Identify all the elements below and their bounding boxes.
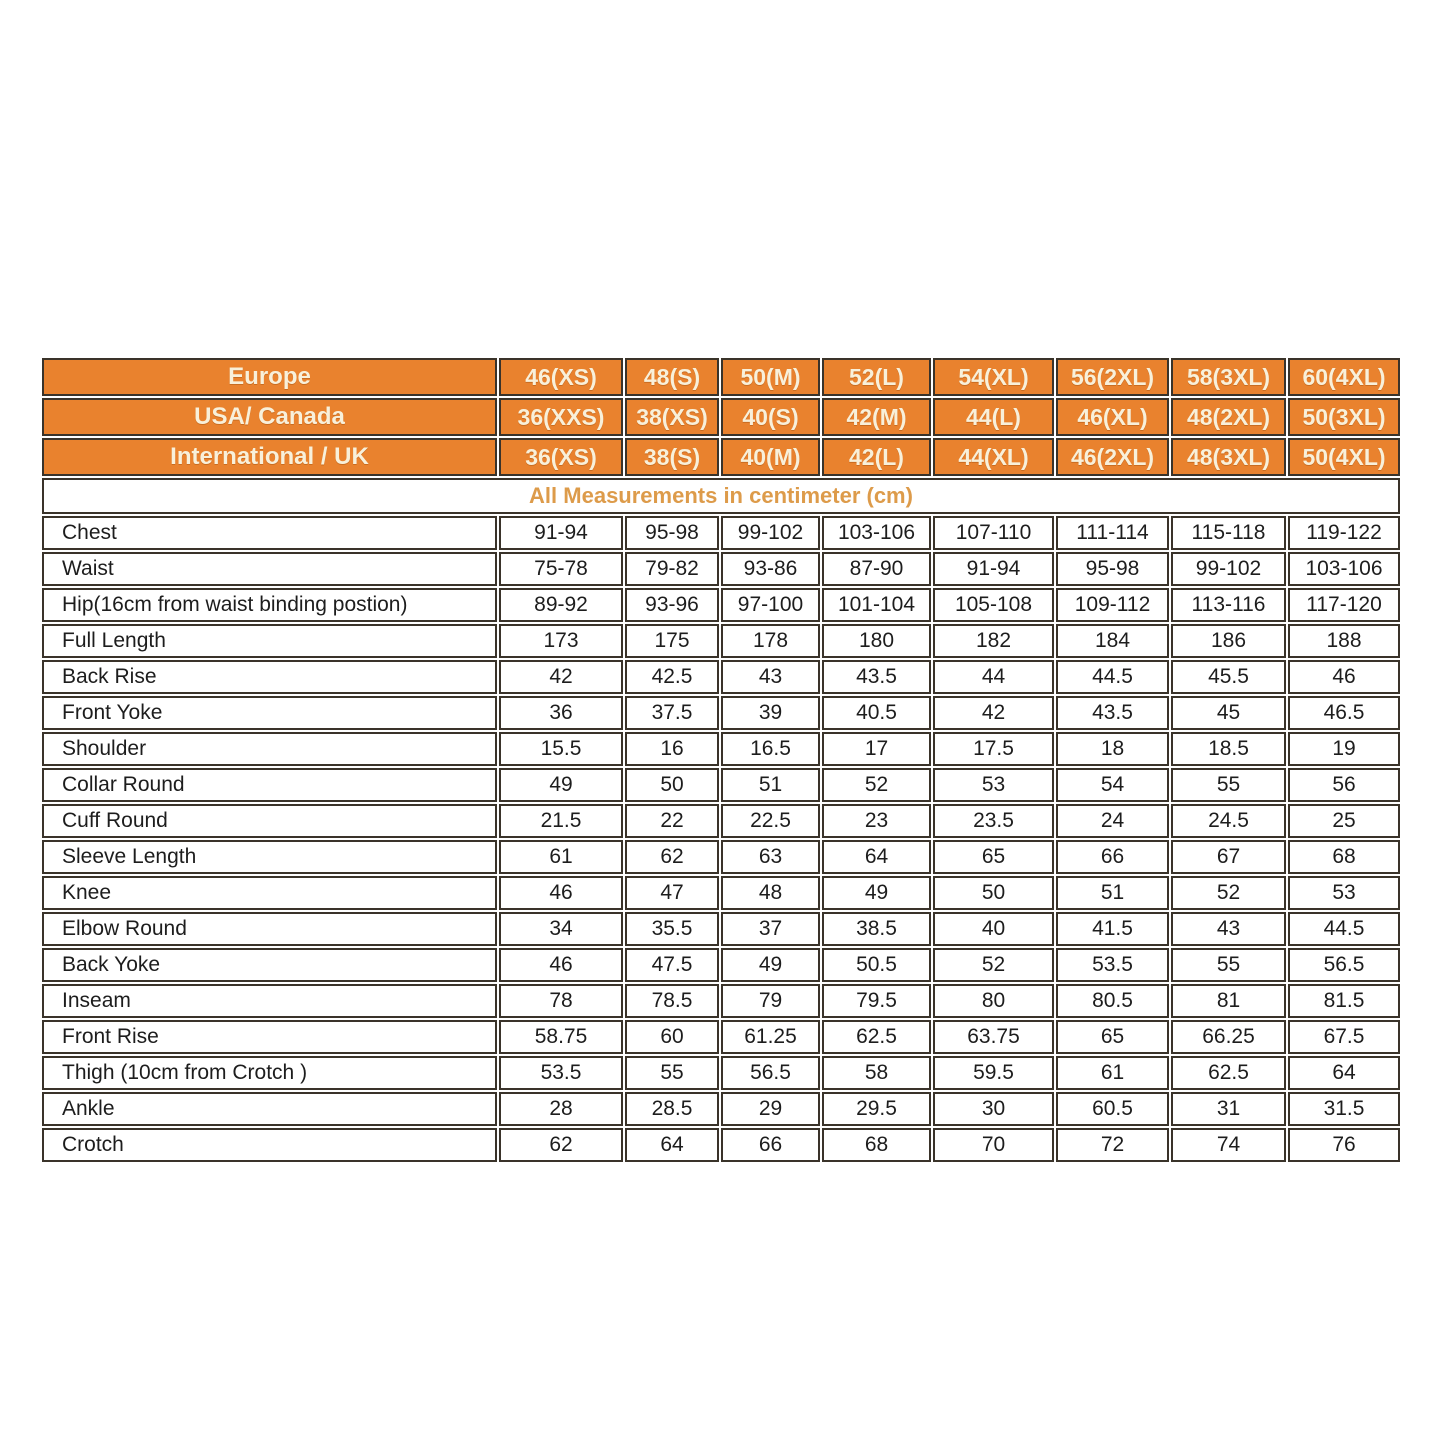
measurement-value-cell: 62	[625, 840, 719, 874]
measurement-value-cell: 53	[1288, 876, 1400, 910]
measurement-value-cell: 18	[1056, 732, 1169, 766]
measurement-value-cell: 68	[822, 1128, 931, 1162]
measurement-value-cell: 80	[933, 984, 1054, 1018]
measurement-label-cell: Shoulder	[42, 732, 497, 766]
measurement-value-cell: 66.25	[1171, 1020, 1286, 1054]
size-cell: 40(S)	[721, 398, 820, 436]
measurement-value-cell: 89-92	[499, 588, 623, 622]
measurement-value-cell: 80.5	[1056, 984, 1169, 1018]
measurement-row	[42, 912, 1400, 946]
measurement-value-cell: 44	[933, 660, 1054, 694]
measurement-value-cell: 79-82	[625, 552, 719, 586]
units-note: All Measurements in centimeter (cm)	[42, 478, 1400, 514]
measurement-value-cell: 45	[1171, 696, 1286, 730]
measurement-value-cell: 56.5	[1288, 948, 1400, 982]
measurement-label-cell: Sleeve Length	[42, 840, 497, 874]
measurement-value-cell: 182	[933, 624, 1054, 658]
measurement-value-cell: 68	[1288, 840, 1400, 874]
measurement-value-cell: 43	[1171, 912, 1286, 946]
measurement-label-cell: Collar Round	[42, 768, 497, 802]
measurement-value-cell: 43.5	[822, 660, 931, 694]
measurement-value-cell: 107-110	[933, 516, 1054, 550]
measurement-value-cell: 55	[1171, 948, 1286, 982]
measurement-value-cell: 39	[721, 696, 820, 730]
size-cell: 46(2XL)	[1056, 438, 1169, 476]
measurement-value-cell: 50.5	[822, 948, 931, 982]
measurement-value-cell: 31	[1171, 1092, 1286, 1126]
measurement-value-cell: 95-98	[625, 516, 719, 550]
measurement-value-cell: 61	[1056, 1056, 1169, 1090]
measurement-row	[42, 768, 1400, 802]
size-header-row	[42, 438, 1400, 476]
size-header-row	[42, 358, 1400, 396]
size-cell: 40(M)	[721, 438, 820, 476]
measurement-value-cell: 23	[822, 804, 931, 838]
measurement-value-cell: 17.5	[933, 732, 1054, 766]
size-cell: 48(3XL)	[1171, 438, 1286, 476]
measurement-value-cell: 64	[1288, 1056, 1400, 1090]
size-cell: 42(L)	[822, 438, 931, 476]
measurement-value-cell: 19	[1288, 732, 1400, 766]
measurement-value-cell: 79.5	[822, 984, 931, 1018]
measurement-value-cell: 22.5	[721, 804, 820, 838]
size-cell: 58(3XL)	[1171, 358, 1286, 396]
size-cell: 46(XS)	[499, 358, 623, 396]
measurement-value-cell: 31.5	[1288, 1092, 1400, 1126]
measurement-value-cell: 17	[822, 732, 931, 766]
measurement-value-cell: 52	[933, 948, 1054, 982]
units-note-row	[42, 478, 1400, 514]
measurement-value-cell: 43	[721, 660, 820, 694]
measurement-value-cell: 99-102	[721, 516, 820, 550]
measurement-value-cell: 54	[1056, 768, 1169, 802]
measurement-value-cell: 180	[822, 624, 931, 658]
measurement-label-cell: Thigh (10cm from Crotch )	[42, 1056, 497, 1090]
measurement-label-cell: Ankle	[42, 1092, 497, 1126]
measurement-value-cell: 15.5	[499, 732, 623, 766]
measurement-row	[42, 552, 1400, 586]
measurement-value-cell: 72	[1056, 1128, 1169, 1162]
region-label-cell: International / UK	[42, 438, 497, 476]
measurement-value-cell: 49	[822, 876, 931, 910]
measurement-value-cell: 34	[499, 912, 623, 946]
measurement-label-cell: Knee	[42, 876, 497, 910]
measurement-row	[42, 516, 1400, 550]
measurement-row	[42, 624, 1400, 658]
measurement-value-cell: 47	[625, 876, 719, 910]
measurement-value-cell: 70	[933, 1128, 1054, 1162]
measurement-value-cell: 188	[1288, 624, 1400, 658]
measurement-value-cell: 37.5	[625, 696, 719, 730]
measurement-value-cell: 47.5	[625, 948, 719, 982]
measurement-value-cell: 52	[1171, 876, 1286, 910]
measurement-value-cell: 44.5	[1288, 912, 1400, 946]
measurement-value-cell: 50	[933, 876, 1054, 910]
measurement-value-cell: 93-86	[721, 552, 820, 586]
size-cell: 48(2XL)	[1171, 398, 1286, 436]
size-cell: 36(XS)	[499, 438, 623, 476]
size-cell: 54(XL)	[933, 358, 1054, 396]
measurement-value-cell: 62.5	[1171, 1056, 1286, 1090]
measurement-value-cell: 117-120	[1288, 588, 1400, 622]
measurement-value-cell: 78.5	[625, 984, 719, 1018]
measurement-label-cell: Elbow Round	[42, 912, 497, 946]
measurement-value-cell: 38.5	[822, 912, 931, 946]
size-cell: 50(M)	[721, 358, 820, 396]
measurement-value-cell: 97-100	[721, 588, 820, 622]
measurement-value-cell: 40.5	[822, 696, 931, 730]
measurement-value-cell: 53.5	[1056, 948, 1169, 982]
measurement-value-cell: 63	[721, 840, 820, 874]
measurement-value-cell: 30	[933, 1092, 1054, 1126]
measurement-value-cell: 109-112	[1056, 588, 1169, 622]
measurement-value-cell: 46	[499, 876, 623, 910]
measurement-value-cell: 111-114	[1056, 516, 1169, 550]
measurement-row	[42, 1128, 1400, 1162]
size-chart-body	[42, 358, 1400, 1162]
measurement-value-cell: 16	[625, 732, 719, 766]
measurement-row	[42, 660, 1400, 694]
measurement-row	[42, 732, 1400, 766]
measurement-value-cell: 58	[822, 1056, 931, 1090]
measurement-row	[42, 1092, 1400, 1126]
measurement-value-cell: 64	[625, 1128, 719, 1162]
measurement-value-cell: 49	[499, 768, 623, 802]
measurement-value-cell: 81	[1171, 984, 1286, 1018]
measurement-value-cell: 99-102	[1171, 552, 1286, 586]
measurement-value-cell: 48	[721, 876, 820, 910]
measurement-value-cell: 91-94	[933, 552, 1054, 586]
measurement-value-cell: 25	[1288, 804, 1400, 838]
measurement-value-cell: 52	[822, 768, 931, 802]
measurement-label-cell: Back Rise	[42, 660, 497, 694]
measurement-value-cell: 28.5	[625, 1092, 719, 1126]
measurement-value-cell: 18.5	[1171, 732, 1286, 766]
measurement-value-cell: 173	[499, 624, 623, 658]
measurement-label-cell: Hip(16cm from waist binding postion)	[42, 588, 497, 622]
measurement-value-cell: 63.75	[933, 1020, 1054, 1054]
measurement-value-cell: 50	[625, 768, 719, 802]
measurement-value-cell: 45.5	[1171, 660, 1286, 694]
measurement-value-cell: 186	[1171, 624, 1286, 658]
measurement-value-cell: 60.5	[1056, 1092, 1169, 1126]
measurement-row	[42, 1020, 1400, 1054]
measurement-value-cell: 184	[1056, 624, 1169, 658]
measurement-row	[42, 696, 1400, 730]
measurement-value-cell: 59.5	[933, 1056, 1054, 1090]
size-header-row	[42, 398, 1400, 436]
measurement-value-cell: 60	[625, 1020, 719, 1054]
size-cell: 38(S)	[625, 438, 719, 476]
measurement-value-cell: 46	[499, 948, 623, 982]
measurement-value-cell: 53	[933, 768, 1054, 802]
measurement-row	[42, 876, 1400, 910]
measurement-value-cell: 24	[1056, 804, 1169, 838]
measurement-label-cell: Front Rise	[42, 1020, 497, 1054]
measurement-value-cell: 58.75	[499, 1020, 623, 1054]
measurement-value-cell: 43.5	[1056, 696, 1169, 730]
measurement-value-cell: 62.5	[822, 1020, 931, 1054]
measurement-value-cell: 101-104	[822, 588, 931, 622]
measurement-value-cell: 67	[1171, 840, 1286, 874]
measurement-value-cell: 16.5	[721, 732, 820, 766]
measurement-value-cell: 66	[1056, 840, 1169, 874]
size-chart-table	[40, 356, 1402, 1164]
measurement-value-cell: 55	[625, 1056, 719, 1090]
size-cell: 44(L)	[933, 398, 1054, 436]
region-label-cell: USA/ Canada	[42, 398, 497, 436]
measurement-value-cell: 56	[1288, 768, 1400, 802]
measurement-value-cell: 35.5	[625, 912, 719, 946]
size-cell: 56(2XL)	[1056, 358, 1169, 396]
measurement-value-cell: 29.5	[822, 1092, 931, 1126]
measurement-value-cell: 87-90	[822, 552, 931, 586]
measurement-value-cell: 95-98	[1056, 552, 1169, 586]
measurement-value-cell: 51	[721, 768, 820, 802]
measurement-value-cell: 64	[822, 840, 931, 874]
measurement-row	[42, 948, 1400, 982]
measurement-label-cell: Full Length	[42, 624, 497, 658]
measurement-value-cell: 67.5	[1288, 1020, 1400, 1054]
measurement-value-cell: 23.5	[933, 804, 1054, 838]
measurement-value-cell: 46.5	[1288, 696, 1400, 730]
size-cell: 52(L)	[822, 358, 931, 396]
measurement-row	[42, 1056, 1400, 1090]
measurement-value-cell: 66	[721, 1128, 820, 1162]
measurement-row	[42, 840, 1400, 874]
size-cell: 50(3XL)	[1288, 398, 1400, 436]
measurement-value-cell: 42.5	[625, 660, 719, 694]
measurement-row	[42, 804, 1400, 838]
measurement-value-cell: 41.5	[1056, 912, 1169, 946]
measurement-value-cell: 103-106	[822, 516, 931, 550]
size-cell: 38(XS)	[625, 398, 719, 436]
size-cell: 46(XL)	[1056, 398, 1169, 436]
measurement-label-cell: Back Yoke	[42, 948, 497, 982]
measurement-value-cell: 36	[499, 696, 623, 730]
measurement-value-cell: 178	[721, 624, 820, 658]
measurement-value-cell: 76	[1288, 1128, 1400, 1162]
size-cell: 48(S)	[625, 358, 719, 396]
measurement-value-cell: 40	[933, 912, 1054, 946]
measurement-value-cell: 75-78	[499, 552, 623, 586]
measurement-value-cell: 44.5	[1056, 660, 1169, 694]
measurement-value-cell: 93-96	[625, 588, 719, 622]
region-label-cell: Europe	[42, 358, 497, 396]
measurement-value-cell: 55	[1171, 768, 1286, 802]
measurement-value-cell: 53.5	[499, 1056, 623, 1090]
measurement-value-cell: 105-108	[933, 588, 1054, 622]
measurement-value-cell: 91-94	[499, 516, 623, 550]
measurement-value-cell: 62	[499, 1128, 623, 1162]
measurement-value-cell: 61.25	[721, 1020, 820, 1054]
measurement-value-cell: 22	[625, 804, 719, 838]
measurement-value-cell: 42	[499, 660, 623, 694]
measurement-value-cell: 79	[721, 984, 820, 1018]
size-cell: 44(XL)	[933, 438, 1054, 476]
measurement-value-cell: 24.5	[1171, 804, 1286, 838]
measurement-label-cell: Front Yoke	[42, 696, 497, 730]
measurement-value-cell: 74	[1171, 1128, 1286, 1162]
measurement-row	[42, 984, 1400, 1018]
measurement-label-cell: Cuff Round	[42, 804, 497, 838]
measurement-value-cell: 65	[1056, 1020, 1169, 1054]
measurement-value-cell: 115-118	[1171, 516, 1286, 550]
measurement-value-cell: 21.5	[499, 804, 623, 838]
measurement-value-cell: 51	[1056, 876, 1169, 910]
measurement-label-cell: Waist	[42, 552, 497, 586]
measurement-value-cell: 113-116	[1171, 588, 1286, 622]
size-cell: 36(XXS)	[499, 398, 623, 436]
measurement-value-cell: 42	[933, 696, 1054, 730]
measurement-value-cell: 65	[933, 840, 1054, 874]
measurement-value-cell: 78	[499, 984, 623, 1018]
measurement-value-cell: 29	[721, 1092, 820, 1126]
size-cell: 42(M)	[822, 398, 931, 436]
measurement-value-cell: 46	[1288, 660, 1400, 694]
measurement-value-cell: 81.5	[1288, 984, 1400, 1018]
measurement-row	[42, 588, 1400, 622]
measurement-value-cell: 37	[721, 912, 820, 946]
size-cell: 50(4XL)	[1288, 438, 1400, 476]
size-cell: 60(4XL)	[1288, 358, 1400, 396]
measurement-value-cell: 61	[499, 840, 623, 874]
measurement-value-cell: 28	[499, 1092, 623, 1126]
measurement-label-cell: Crotch	[42, 1128, 497, 1162]
measurement-label-cell: Chest	[42, 516, 497, 550]
measurement-label-cell: Inseam	[42, 984, 497, 1018]
measurement-value-cell: 56.5	[721, 1056, 820, 1090]
measurement-value-cell: 49	[721, 948, 820, 982]
measurement-value-cell: 175	[625, 624, 719, 658]
measurement-value-cell: 119-122	[1288, 516, 1400, 550]
measurement-value-cell: 103-106	[1288, 552, 1400, 586]
